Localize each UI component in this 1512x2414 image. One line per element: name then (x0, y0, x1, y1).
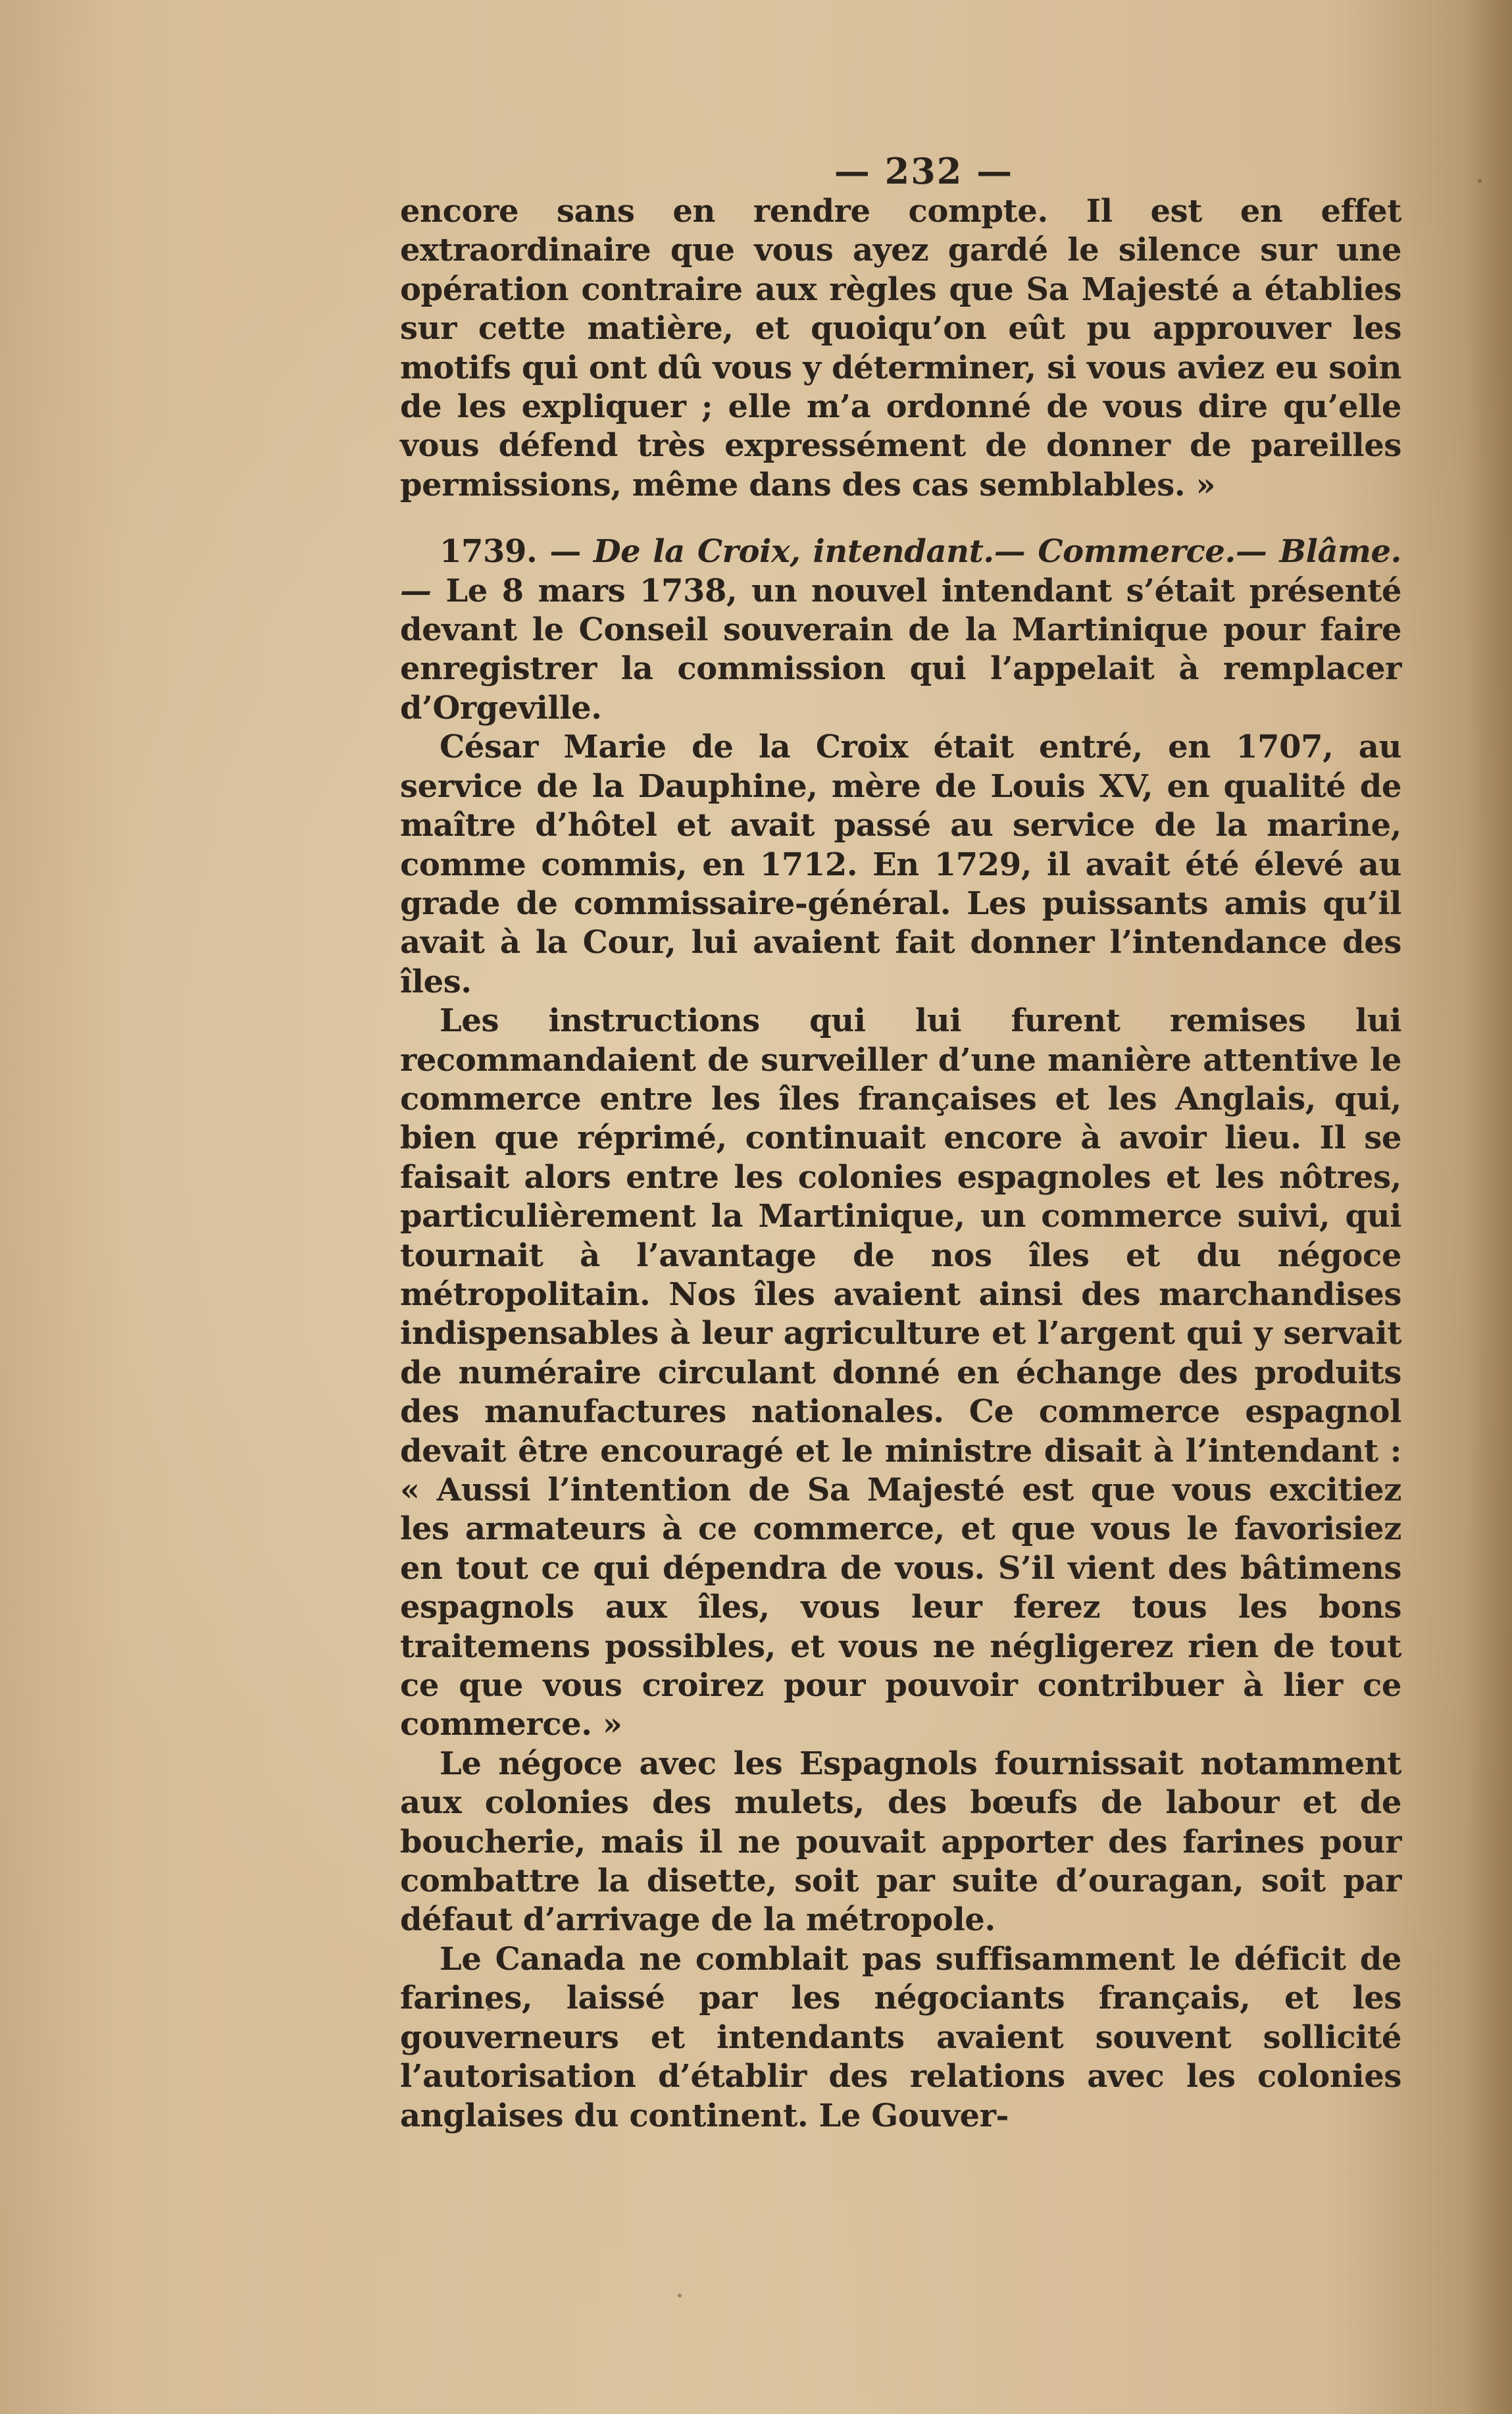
page-text (400, 150, 1401, 2136)
paragraph-4: Les instructions qui lui furent remises lui recommandaient de surveiller d’une manière attentive le commerce entre les îles françaises et les Anglais, qui, bien que réprimé, continuait encore à avoir lieu. Il se faisait alors entre les colonies espagnoles et les nôtres, particulièrement la Martinique, un commerce suivi, qui tournait à l’avantage de nos îles et du négoce métropolitain. Nos îles avaient ainsi des marchandises indispensables à leur agriculture et l’argent qui y servait de numéraire circulant donné en échange des produits des manufactures nationales. Ce commerce espagnol devait être encouragé et le ministre disait à l’intendant : « Aussi l’intention de Sa Majesté est que vous excitiez les armateurs à ce commerce, et que vous le favorisiez en tout ce qui dépendra de vous. S’il vient des bâtimens espagnols aux îles, vous leur ferez tous les bons traitemens possibles, et vous ne négligerez rien de tout ce que vous croirez pour pouvoir contribuer à lier ce commerce. » (400, 1002, 1401, 1743)
heading-paragraph-text: Le 8 mars 1738, un nouvel intendant s’était présenté devant le Conseil souverain de la Martinique pour faire enregistrer la commission qui l’appelait à remplacer d’Orgeville. (400, 572, 1401, 727)
heading-year: 1739. (440, 533, 538, 571)
page-edge-shadow (1466, 0, 1512, 2414)
heading-title: De la Croix, intendant.— Commerce.— Blâme.— (400, 533, 1401, 609)
paper-speck (678, 2294, 682, 2298)
paragraph-3: César Marie de la Croix était entré, en 1707, au service de la Dauphine, mère de Louis XV, en qualité de maître d’hôtel et avait passé au service de la marine, comme commis, en 1712. En 1729, il avait été élevé au grade de commissaire-général. Les puissants amis qu’il avait à la Cour, lui avaient fait donner l’intendance des îles. (400, 729, 1401, 1000)
paragraph-5: Le négoce avec les Espagnols fournissait notamment aux colonies des mulets, des bœufs de labour et de boucherie, mais il ne pouvait apporter des farines pour combattre la disette, soit par suite d’ouragan, soit par défaut d’arrivage de la métropole. (400, 1745, 1401, 1939)
paragraph-6: Le Canada ne comblait pas suffisamment le déficit de farines, laissé par les négociants français, et les gouverneurs et intendants avaient souvent sollicité l’autorisation d’établir des relations avec les colonies anglaises du continent. Le Gouver- (400, 1940, 1401, 2134)
paper-speck (1478, 179, 1482, 183)
heading-separator: — (537, 533, 593, 571)
paragraph-1: encore sans en rendre compte. Il est en effet extraordinaire que vous ayez gardé le silence sur une opération contraire aux règles que Sa Majesté a établies sur cette matière, et quoiqu’on eût pu approuver les motifs qui ont dû vous y déterminer, si vous aviez eu soin de les expliquer ; elle m’a ordonné de vous dire qu’elle vous défend très expressément de donner de pareilles permissions, même dans des cas semblables. » (400, 193, 1401, 503)
section-heading-paragraph (400, 532, 1401, 728)
paragraph-gap (400, 505, 1401, 532)
page-number: — 232 — (834, 150, 1014, 192)
